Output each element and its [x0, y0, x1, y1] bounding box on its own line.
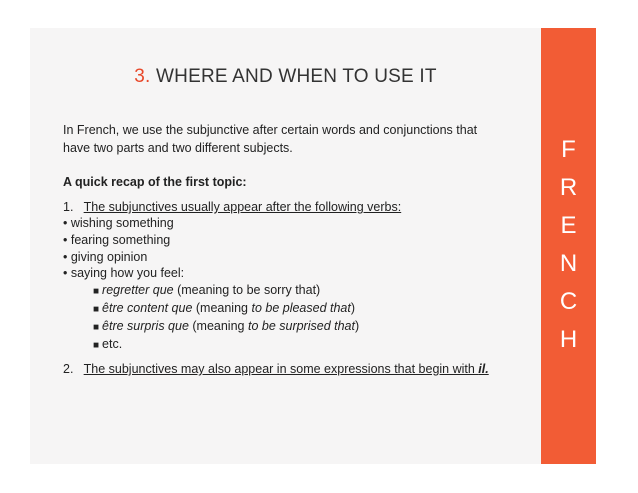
sub-bullet-italic-meaning: to be pleased that: [251, 301, 351, 315]
sub-bullet-rest: (meaning to be sorry that): [173, 283, 321, 297]
intro-line-1: In French, we use the subjunctive after certain words and conjunctions that: [63, 123, 478, 137]
sub-bullet-mid: (meaning: [192, 301, 252, 315]
point-2-emphasis: il.: [478, 362, 489, 376]
sidebar-letter-c: C: [559, 288, 578, 315]
intro-line-2: have two parts and two different subjects.: [63, 141, 293, 155]
sub-bullet-item: [93, 319, 359, 333]
square-bullet-icon: ■: [93, 286, 100, 297]
sub-bullet-italic-meaning: to be surprised that: [247, 319, 355, 333]
point-1: [63, 200, 401, 214]
sub-bullet-end: ): [354, 319, 360, 333]
point-2: [63, 362, 489, 376]
bullet-item: • giving opinion: [63, 250, 148, 264]
recap-heading: A quick recap of the first topic:: [63, 175, 247, 189]
sub-bullet-italic: être content que: [102, 301, 193, 315]
slide-title: [30, 66, 541, 88]
point-1-text: The subjunctives usually appear after the following verbs:: [83, 200, 402, 214]
sub-bullet-item: [93, 301, 355, 315]
square-bullet-icon: ■: [93, 322, 100, 333]
bullet-item: • fearing something: [63, 233, 171, 247]
sub-bullet-italic: être surpris que: [102, 319, 189, 333]
sidebar-letter-e: E: [560, 212, 577, 239]
sidebar-letter-r: R: [559, 174, 578, 201]
bullet-text: giving opinion: [70, 250, 148, 264]
bullet-text: wishing something: [70, 216, 174, 230]
point-1-number: 1.: [63, 200, 74, 214]
square-bullet-icon: ■: [93, 304, 100, 315]
bullet-text: saying how you feel:: [70, 266, 185, 280]
bullet-text: fearing something: [70, 233, 171, 247]
bullet-item: • saying how you feel:: [63, 266, 185, 280]
bullet-item: • wishing something: [63, 216, 174, 230]
french-sidebar: [541, 28, 596, 464]
sub-bullet-mid: (meaning: [188, 319, 248, 333]
point-2-main: The subjunctives may also appear in some expressions that begin with: [83, 362, 479, 376]
point-2-text: [84, 362, 489, 376]
sidebar-letter-n: N: [559, 250, 578, 277]
sub-bullet-item: [93, 337, 122, 351]
square-bullet-icon: ■: [93, 340, 100, 351]
title-number: 3.: [134, 66, 151, 87]
point-2-number: 2.: [63, 362, 74, 376]
sub-bullet-text: etc.: [102, 337, 123, 351]
sidebar-letter-f: F: [561, 136, 576, 163]
sidebar-letter-h: H: [559, 326, 578, 353]
sub-bullet-end: ): [350, 301, 356, 315]
title-text: WHERE AND WHEN TO USE IT: [156, 66, 437, 87]
sub-bullet-italic: regretter que: [102, 283, 174, 297]
sub-bullet-item: [93, 283, 320, 297]
